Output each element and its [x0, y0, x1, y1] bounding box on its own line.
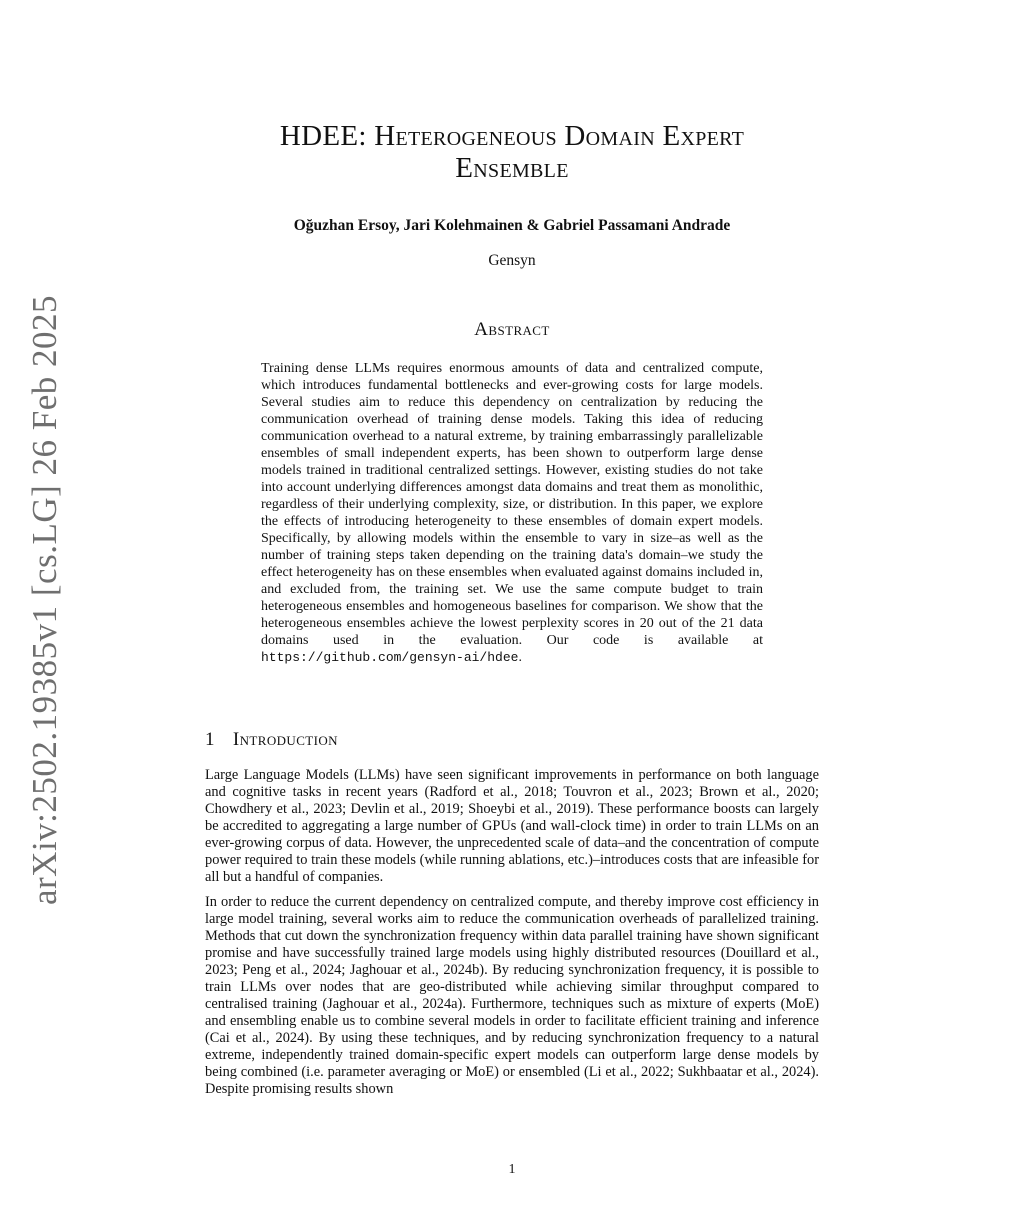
abstract-text: Training dense LLMs requires enormous amounts of data and centralized compute, which introduces fundamental bottlenecks and ever-growing costs for large models. Several studies aim to reduce this dependency on centralization by reducing the communication overhead of training dense models. Taking this idea of reducing communication overhead to a natural extreme, by training embarrassingly parallelizable ensembles of small independent experts, has been shown to outperform large dense models trained in traditional centralized settings. However, existing studies do not take into account underlying differences amongst data domains and treat them as monolithic, regardless of their underlying complexity, size, or distribution. In this paper, we explore the effects of introducing heterogeneity to these ensembles of domain expert models. Specifically, by allowing models within the ensemble to vary in size–as well as the number of training steps taken depending on the training data's domain–we study the effect heterogeneity has on these ensembles when evaluated against domains included in, and excluded from, the training set. We use the same compute budget to train heterogeneous ensembles and homogeneous baselines for comparison. We show that the heterogeneous ensembles achieve the lowest perplexity scores in 20 out of the 21 data domains used in the evaluation. Our code is available at	[261, 361, 763, 648]
section-heading	[205, 729, 338, 751]
code-url-link[interactable]: https://github.com/gensyn-ai/hdee	[261, 650, 519, 665]
page-number: 1	[508, 1162, 516, 1177]
title-line-2: Ensemble	[455, 152, 569, 184]
affiliation: Gensyn	[488, 252, 536, 269]
arxiv-identifier: arXiv:2502.19385v1 [cs.LG] 26 Feb 2025	[25, 294, 65, 906]
title-line-1: HDEE: Heterogeneous Domain Expert	[279, 120, 745, 152]
paragraph-1: Large Language Models (LLMs) have seen significant improvements in performance on both language and cognitive tasks in recent years (Radford et al., 2018; Touvron et al., 2023; Brown et al., 2020; Chowdhery et al., 2023; Devlin et al., 2019; Shoeybi et al., 2019). These performance boosts can largely be accredited to aggregating a large number of GPUs (and wall-clock time) in order to train LLMs on an ever-growing corpus of data. However, the unprecedented scale of data–and the concentration of compute power required to train these models (while running ablations, etc.)–introduces costs that are infeasible for all but a handful of companies.	[205, 767, 819, 885]
abstract-end: .	[518, 650, 522, 665]
introduction-body	[205, 767, 819, 1106]
abstract-body	[261, 360, 763, 666]
paper-title	[150, 120, 874, 184]
arxiv-identifier-sidebar	[20, 294, 70, 906]
section-number: 1	[205, 729, 215, 750]
paragraph-2: In order to reduce the current dependency on centralized compute, and thereby improve cost efficiency in large model training, several works aim to reduce the communication overheads of parallelized training. Methods that cut down the synchronization frequency within data parallel training have shown significant promise and have successfully trained large models using highly distributed resources (Douillard et al., 2023; Peng et al., 2024; Jaghouar et al., 2024b). By reducing synchronization frequency, it is possible to train LLMs over nodes that are geo-distributed while achieving similar throughput compared to centralised training (Jaghouar et al., 2024a). Furthermore, techniques such as mixture of experts (MoE) and ensembling enable us to combine several models in order to facilitate efficient training and inference (Cai et al., 2024). By using these techniques, and by reducing synchronization frequency to a natural extreme, independently trained domain-specific expert models can outperform large dense models by being combined (i.e. parameter averaging or MoE) or ensembled (Li et al., 2022; Sukhbaatar et al., 2024). Despite promising results shown	[205, 894, 819, 1097]
abstract-heading: Abstract	[474, 319, 550, 340]
section-title: Introduction	[232, 729, 338, 750]
authors: Oğuzhan Ersoy, Jari Kolehmainen & Gabriel Passamani Andrade	[293, 217, 731, 234]
